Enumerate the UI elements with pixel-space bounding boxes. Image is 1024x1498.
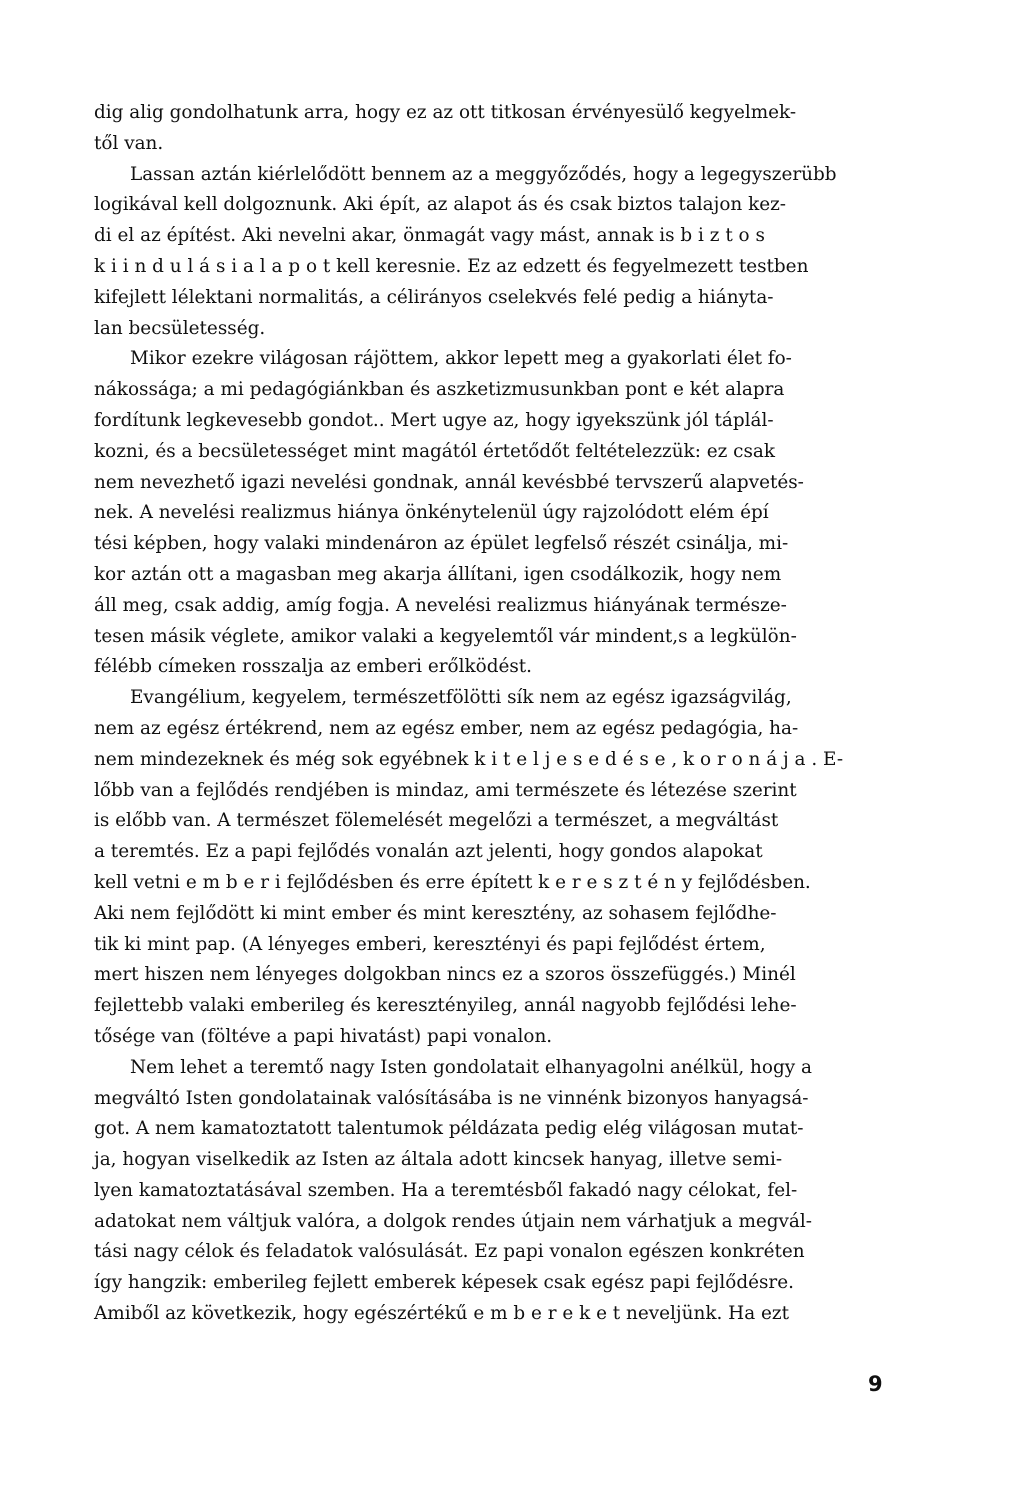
text-line-20: Evangélium, kegyelem, természetfölötti sík nem az egész igazságvilág, — [130, 687, 792, 709]
text-line-4: logikával kell dolgoznunk. Aki épít, az alapot ás és csak biztos talajon kez- — [94, 194, 787, 216]
text-line-29: mert hiszen nem lényeges dolgokban nincs ez a szoros összefüggés.) Minél — [94, 964, 796, 986]
text-line-26: kell vetni e m b e r i fejlődésben és erre épített k e r e s z t é n y fejlődésben. — [94, 871, 811, 893]
text-line-15: tési képben, hogy valaki mindenáron az épület legfelső részét csinálja, mi- — [94, 533, 789, 555]
text-line-31: tősége van (föltéve a papi hivatást) papi vonalon. — [94, 1025, 553, 1047]
text-line-38: tási nagy célok és feladatok valósulását. Ez papi vonalon egészen konkréten — [94, 1241, 805, 1263]
text-line-39: így hangzik: emberileg fejlett emberek képesek csak egész papi fejlődésre. — [94, 1272, 794, 1294]
text-line-21: nem az egész értékrend, nem az egész ember, nem az egész pedagógia, ha- — [94, 717, 799, 739]
page-number: 9 — [868, 1372, 883, 1396]
text-line-23: lőbb van a fejlődés rendjében is mindaz, ami természete és létezése szerint — [94, 779, 797, 801]
text-line-40: Amiből az következik, hogy egészértékű e m b e r e k e t neveljünk. Ha ezt — [94, 1303, 789, 1325]
text-line-3: Lassan aztán kiérlelődött bennem az a meggyőződés, hogy a legegyszerübb — [130, 163, 837, 185]
text-line-13: nem nevezhető igazi nevelési gondnak, annál kevésbbé tervszerű alapvetés- — [94, 471, 804, 493]
text-line-6: k i i n d u l á s i a l a p o t kell keresnie. Ez az edzett és fegyelmezett testben — [94, 255, 809, 277]
text-line-5: di el az építést. Aki nevelni akar, önmagát vagy mást, annak is b i z t o s — [94, 225, 765, 247]
text-line-17: áll meg, csak addig, amíg fogja. A nevelési realizmus hiányának természe- — [94, 594, 787, 616]
text-line-30: fejlettebb valaki emberileg és keresztényileg, annál nagyobb fejlődési lehe- — [94, 995, 797, 1017]
text-line-18: tesen másik véglete, amikor valaki a kegyelemtől vár mindent,s a legkülön- — [94, 625, 797, 647]
text-line-35: ja, hogyan viselkedik az Isten az általa adott kincsek hanyag, illetve semi- — [94, 1149, 783, 1171]
text-line-14: nek. A nevelési realizmus hiánya önkénytelenül úgy rajzolódott elém épí — [94, 502, 769, 524]
text-line-22: nem mindezeknek és még sok egyébnek k i t e l j e s e d é s e , k o r o n á j a . E- — [94, 748, 844, 770]
text-line-25: a teremtés. Ez a papi fejlődés vonalán azt jelenti, hogy gondos alapokat — [94, 841, 763, 863]
text-line-10: nákossága; a mi pedagógiánkban és aszketizmusunkban pont e két alapra — [94, 379, 785, 401]
text-line-36: lyen kamatoztatásával szemben. Ha a teremtésből fakadó nagy célokat, fel- — [94, 1179, 798, 1201]
text-line-32: Nem lehet a teremtő nagy Isten gondolatait elhanyagolni anélkül, hogy a — [130, 1056, 812, 1078]
text-line-24: is előbb van. A természet fölemelését megelőzi a természet, a megváltást — [94, 810, 779, 832]
text-line-37: adatokat nem váltjuk valóra, a dolgok rendes útjain nem várhatjuk a megvál- — [94, 1210, 812, 1232]
text-line-19: félébb címeken rosszalja az emberi erőlködést. — [94, 656, 533, 678]
text-line-16: kor aztán ott a magasban meg akarja állítani, igen csodálkozik, hogy nem — [94, 563, 782, 585]
text-line-34: got. A nem kamatoztatott talentumok példázata pedig elég világosan mutat- — [94, 1118, 804, 1140]
text-line-9: Mikor ezekre világosan rájöttem, akkor lepett meg a gyakorlati élet fo- — [130, 348, 792, 370]
text-line-27: Aki nem fejlődött ki mint ember és mint keresztény, az sohasem fejlődhe- — [94, 902, 777, 924]
text-line-1: dig alig gondolhatunk arra, hogy ez az ott titkosan érvényesülő kegyelmek- — [94, 102, 797, 123]
text-line-7: kifejlett lélektani normalitás, a célirányos cselekvés felé pedig a hiányta- — [94, 286, 774, 308]
text-line-8: lan becsületesség. — [94, 317, 266, 339]
text-line-28: tik ki mint pap. (A lényeges emberi, keresztényi és papi fejlődést értem, — [94, 933, 766, 955]
text-line-11: fordítunk legkevesebb gondot.. Mert ugye az, hogy igyekszünk jól táplál- — [94, 409, 774, 431]
text-line-2: től van. — [94, 132, 164, 154]
text-line-33: megváltó Isten gondolatainak valósításába is ne vinnénk bizonyos hanyagsá- — [94, 1087, 809, 1109]
text-line-12: kozni, és a becsületességet mint magától értetődőt feltételezzük: ez csak — [94, 440, 776, 462]
body-text — [94, 98, 926, 1330]
